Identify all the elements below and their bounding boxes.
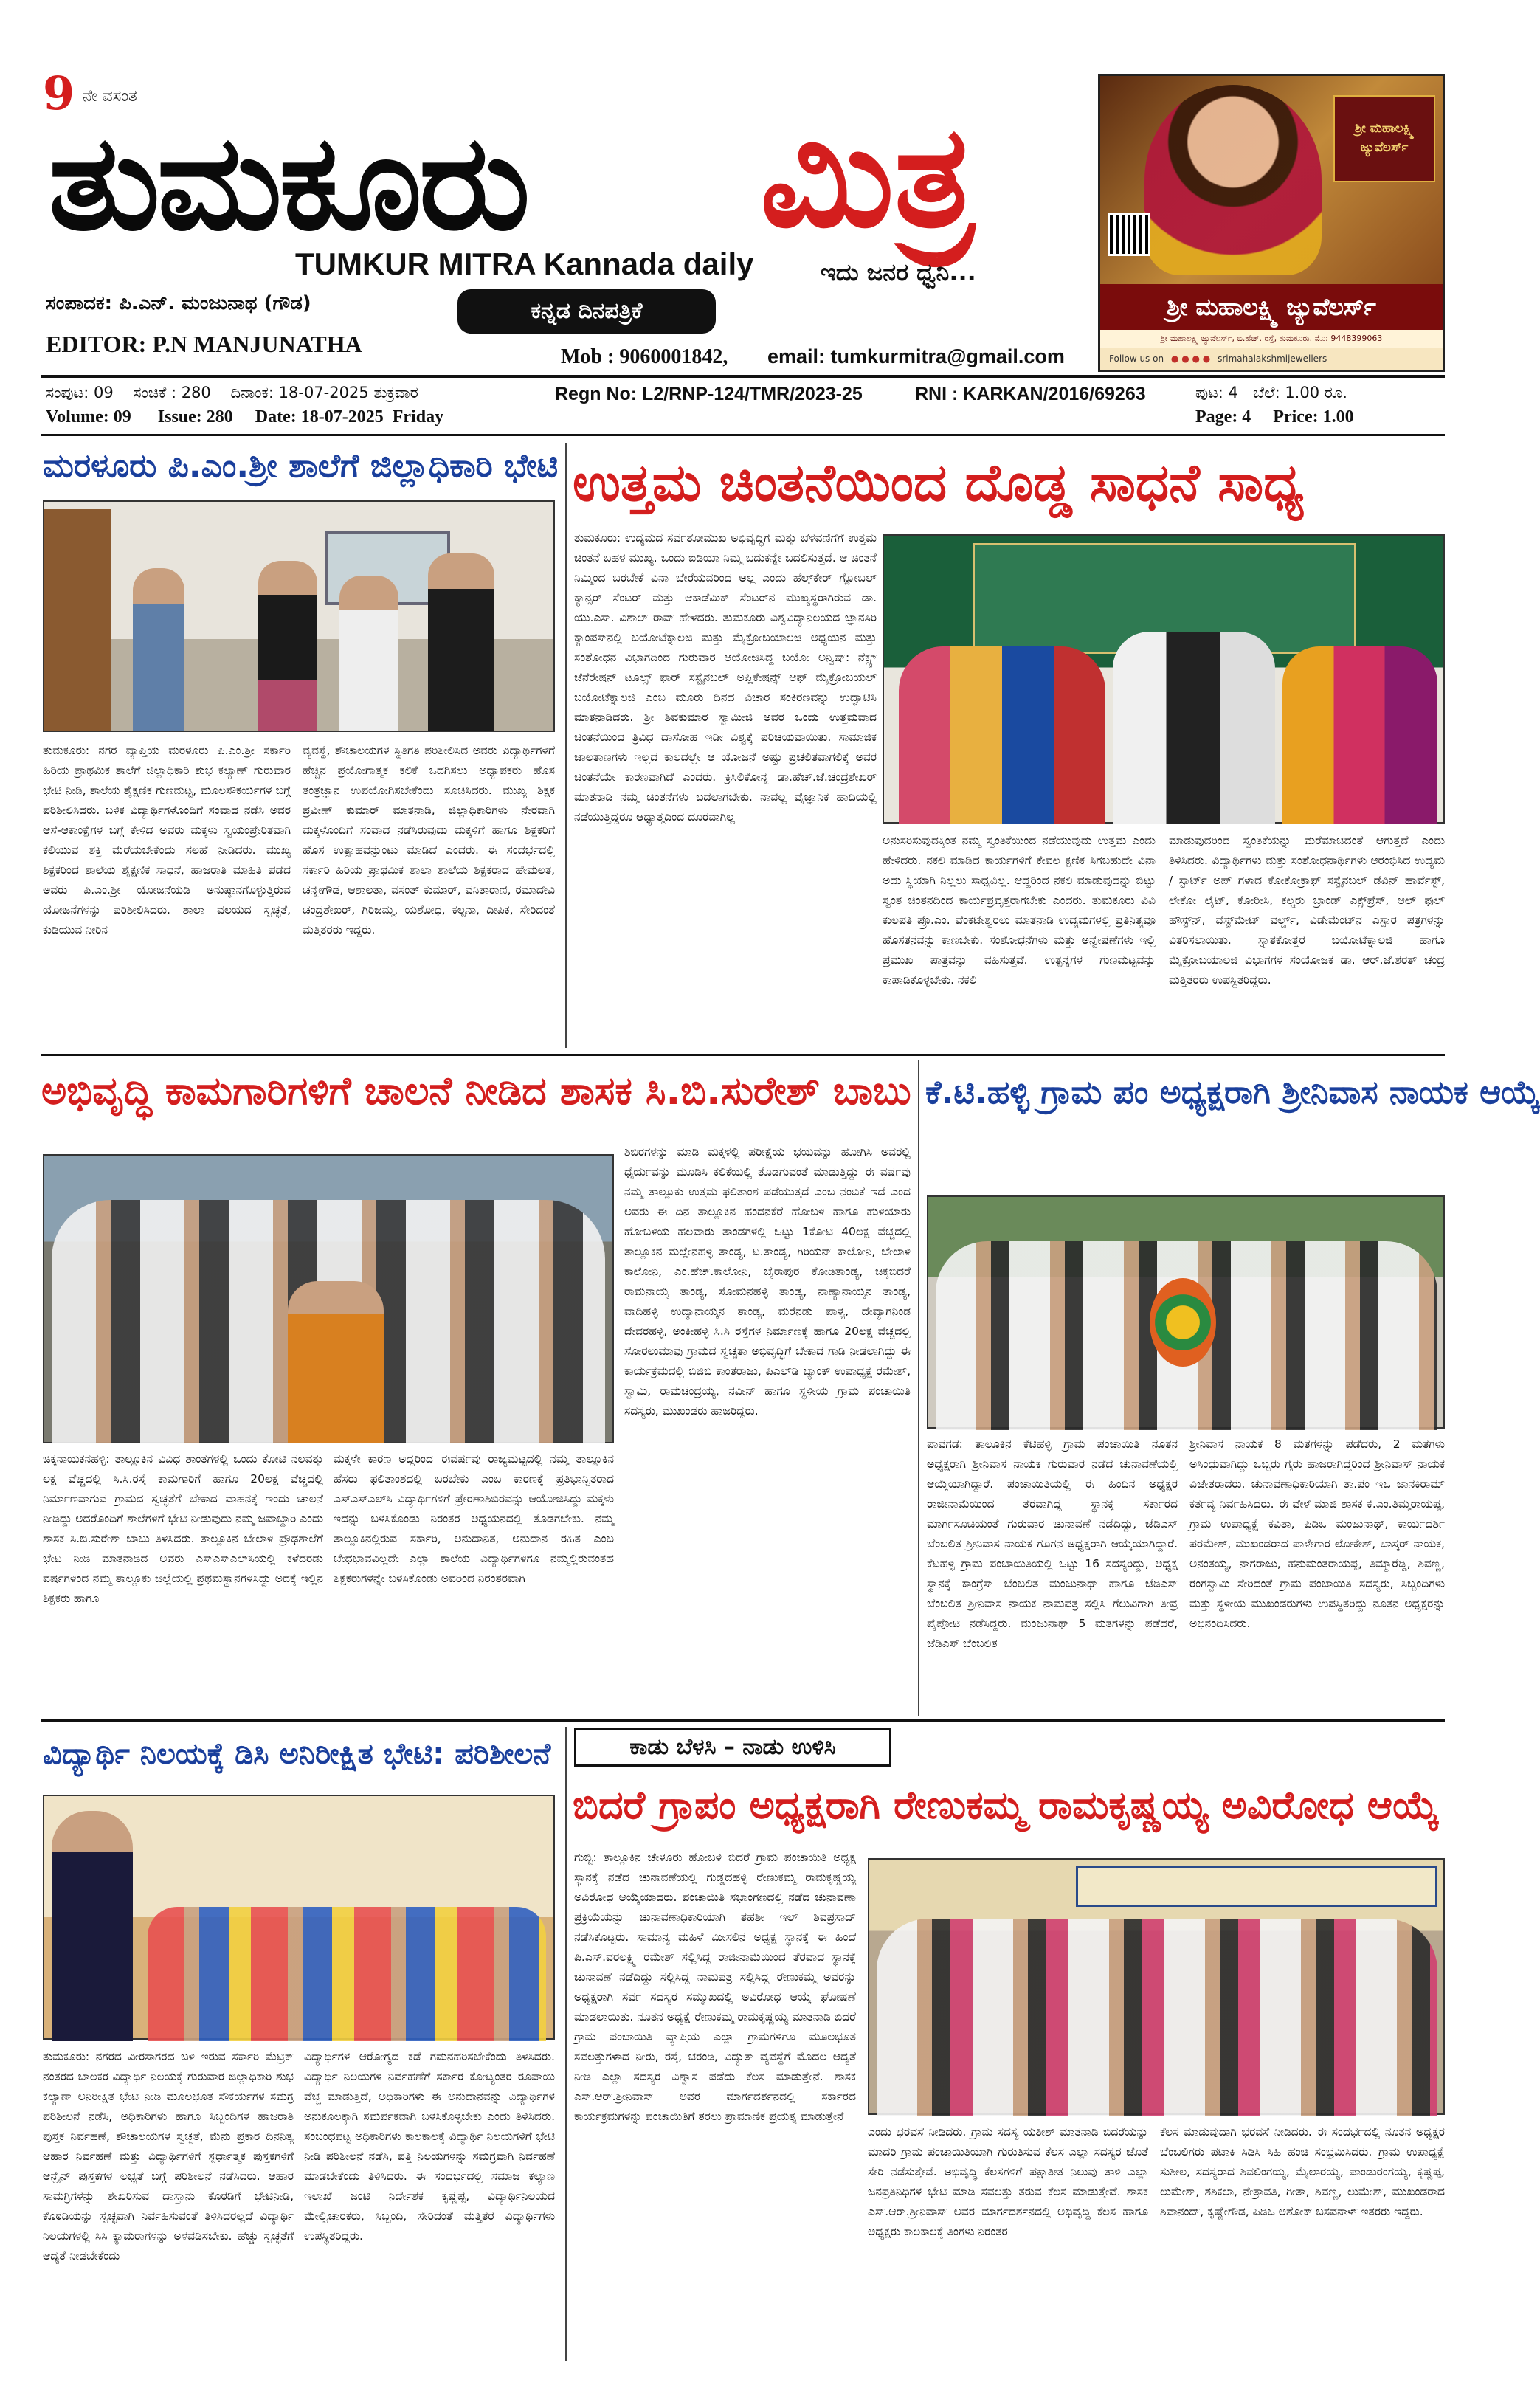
editor-kannada: ಸಂಪಾದಕ: ಪಿ.ಎನ್. ಮಂಜುನಾಥ (ಗೌಡ) [46,292,311,314]
advert-handle: srimahalakshmijewellers [1218,353,1327,364]
photo1-person-d [428,553,494,731]
photo6-crowd [877,1919,1437,2116]
article3-col2: ಮಕ್ಕಳೇ ಕಾರಣ ಅದ್ದರಿಂದ ಈವರ್ಷವು ರಾಜ್ಯಮಟ್ಟದಲ್ಲಿ ನಮ್ಮ ತಾಲ್ಲೂಕಿನ ಹೆಸರು ಫಲಿತಾಂಶದಲ್ಲಿ ಬರಬೇಕು ಎಂಬ ಕಾರಣಕ್ಕೆ ಪ್ರತಿಭಾನ್ವಿತರಾದ ಎಸ್‌ಎಸ್‌ಎಲ್‌ಸಿ ವಿದ್ಯಾರ್ಥಿಗಳಿಗೆ ಪ್ರೇರಣಾಶಿಬಿರವನ್ನು ಆಯೋಜಿಸಿದ್ದು ಮಕ್ಕಳು ಇದನ್ನು ಬಳಸಿಕೊಂಡು ನಿರಂತರ ಅಧ್ಯಯನದಲ್ಲಿ ತೊಡಗಬೇಕು. ನಮ್ಮ ತಾಲ್ಲೂಕಿನಲ್ಲಿರುವ ಸರ್ಕಾರಿ, ಅನುದಾನಿತ, ಅನುದಾನ ರಹಿತ ಎಂಬ ಬೇಧಭಾವವಿಲ್ಲದೇ ಎಲ್ಲಾ ಶಾಲೆಯ ವಿದ್ಯಾರ್ಥಿಗಳಿಗೂ ನಮ್ಮಲ್ಲಿರುವಂತಹ ಶಿಕ್ಷಕರುಗಳನ್ನೇ ಬಳಸಿಕೊಂಡು ಅವರಿಂದ ನಿರಂತರವಾಗಿ [334,1452,614,1585]
daily-badge: ಕನ್ನಡ ದಿನಪತ್ರಿಕೆ [457,289,716,334]
article6-headline: ಬಿದರೆ ಗ್ರಾಪಂ ಅಧ್ಯಕ್ಷರಾಗಿ ರೇಣುಕಮ್ಮ ರಾಮಕೃಷ್ಣಯ್ಯ ಅವಿರೋಧ ಆಯ್ಕೆ [573,1784,1439,1828]
photo2-group-right [1282,646,1437,824]
article2-headline: ಉತ್ತಮ ಚಿಂತನೆಯಿಂದ ದೊಡ್ಡ ಸಾಧನೆ ಸಾಧ್ಯ [573,452,1304,513]
regn-number: Regn No: L2/RNP-124/TMR/2023-25 [555,384,863,404]
info-kn-right: ಪುಟ: 4 ಬೆಲೆ: 1.00 ರೂ. [1195,384,1347,401]
photo5-children [148,1907,546,2041]
photo2-dignitaries [1113,632,1275,824]
article6-col3: ಕೆಲಸ ಮಾಡುವುದಾಗಿ ಭರವಸೆ ನೀಡಿದರು. ಈ ಸಂದರ್ಭದಲ್ಲಿ ನೂತನ ಅಧ್ಯಕ್ಷರ ಬೆಂಬಲಿಗರು ಪಟಾಕಿ ಸಿಡಿಸಿ ಸಿಹಿ ಹಂಚಿ ಸಂಭ್ರಮಿಸಿದರು. ಗ್ರಾಮ ಉಪಾಧ್ಯಕ್ಷೆ ಸುಶೀಲ, ಸದಸ್ಯರಾದ ಶಿವಲಿಂಗಯ್ಯ, ಮೈಲಾರಯ್ಯ, ಪಾಂಡುರಂಗಯ್ಯ, ಕೃಷ್ಣಪ್ಪ, ಲುಮೇಶ್, ಶಶಿಕಲಾ, ನೇತ್ರಾವತಿ, ಗೀತಾ, ಶಿವಣ್ಣ, ಲುಮೇಶ್, ಮುಖಂಡರಾದ ಶಿವಾನಂದ್, ಕೃಷ್ಣೇಗೌಡ, ಪಿಡಿಒ ಅಶೋಕ್ ಬಸವನಾಳ್ ಇತರರು ಇದ್ದರು. [1160,2125,1445,2218]
photo1-person-a [133,568,184,731]
photo1-door [44,509,111,731]
contact-email: email: tumkurmitra@gmail.com [767,345,1065,367]
divider-col-main [565,443,567,1048]
info-en-left: Volume: 09 Issue: 280 Date: 18-07-2025 Friday [46,407,444,427]
masthead-title-red: ಮಿತ್ರ [760,95,975,258]
divider-row-1 [41,1054,1445,1056]
year-number: 9 [43,66,75,120]
photo4-garland [1150,1278,1216,1367]
article5-headline: ವಿದ್ಯಾರ್ಥಿ ನಿಲಯಕ್ಕೆ ಡಿಸಿ ಅನಿರೀಕ್ಷಿತ ಭೇಟಿ: ಪರಿಶೀಲನೆ [43,1737,551,1771]
article1-col2: ವ್ಯವಸ್ಥೆ, ಶೌಚಾಲಯಗಳ ಸ್ಥಿತಿಗತಿ ಪರಿಶೀಲಿಸಿದ ಅವರು ವಿದ್ಯಾರ್ಥಿಗಳಿಗೆ ಹೆಚ್ಚಿನ ಪ್ರಯೋಗಾತ್ಮಕ ಕಲಿಕೆ ಒದಗಿಸಲು ಅಧ್ಯಾಪಕರು ಹೊಸ ತಂತ್ರಜ್ಞಾನ ಉಪಯೋಗಿಸಬೇಕೆಂದು ಸೂಚಿಸಿದರು. ಮುಖ್ಯ ಶಿಕ್ಷಕ ಪ್ರವೀಣ್ ಕುಮಾರ್ ಮಾತನಾಡಿ, ಜಿಲ್ಲಾಧಿಕಾರಿಗಳು ನೇರವಾಗಿ ಮಕ್ಕಳೊಂದಿಗೆ ಸಂವಾದ ನಡೆಸಿರುವುದು ಮಕ್ಕಳಿಗೆ ಹಾಗೂ ಶಿಕ್ಷಕರಿಗೆ ಹೊಸ ಉತ್ಸಾಹವನ್ನುಂಟು ಮಾಡಿದೆ ಎಂದರು. ಈ ಸಂದರ್ಭದಲ್ಲಿ ಸರ್ಕಾರಿ ಹಿರಿಯ ಪ್ರಾಥಮಿಕ ಶಾಲಾ ಶಾಲೆಯ ಶಿಕ್ಷಕರಾದ ಹೇಮಲತ, ಚನ್ನೇಗೌಡ, ಆಶಾಲತಾ, ವಸಂತ್ ಕುಮಾರ್, ವನಿತಾರಾಣಿ, ರಮಾದೇವಿ ಚಂದ್ರಶೇಖರ್, ಗಿರಿಜಮ್ಮ, ಯಶೋಧ, ಕಲ್ಪನಾ, ದೀಪಿಕ, ಸೇರಿದಂತೆ ಮತ್ತಿತರರು ಇದ್ದರು. [303,744,555,936]
article2-intro: ತುಮಕೂರು: ಉದ್ಯಮದ ಸರ್ವತೋಮುಖ ಅಭಿವೃದ್ಧಿಗೆ ಮತ್ತು ಬೆಳವಣಿಗೆಗೆ ಉತ್ತಮ ಚಿಂತನೆ ಬಹಳ ಮುಖ್ಯ. ಒಂದು ಐಡಿಯಾ ನಿಮ್ಮ ಬದುಕನ್ನೇ ಬದಲಿಸುತ್ತದೆ. ಆ ಚಿಂತನೆ ನಿಮ್ಮಿಂದ ಬರಬೇಕೆ ವಿನಾ ಬೇರೆಯವರಿಂದ ಅಲ್ಲ ಎಂದು ಹೆಲ್ತ್‌ಕೇರ್ ಗ್ಲೋಬಲ್ ಕ್ಯಾನ್ಸರ್ ಸೆಂಟರ್ ಮತ್ತು ಆಕಾಡೆಮಿಕ್ ಸೆಂಟರ್‌ನ ಮುಖ್ಯಸ್ಥರಾಗಿರುವ ಡಾ. ಯು.ಎಸ್. ವಿಶಾಲ್ ರಾವ್ ಹೇಳಿದರು. ತುಮಕೂರು ವಿಶ್ವವಿದ್ಯಾನಿಲಯದ ಜ್ಞಾನಸಿರಿ ಕ್ಯಾಂಪಸ್‌ನಲ್ಲಿ ಬಯೋಟೆಕ್ನಾಲಜಿ ಮತ್ತು ಮೈಕ್ರೋಬಯಾಲಜಿ ಅಧ್ಯಯನ ಮತ್ತು ಸಂಶೋಧನ ವಿಭಾಗದಿಂದ ಗುರುವಾರ ಆಯೋಜಿಸಿದ್ದ ಬಯೋ ಅನ್ವಿಷ್: ನೆಕ್ಸ್ಟ್ ಜೆನೆರೇಷನ್ ಟೂಲ್ಸ್ ಫಾರ್ ಸಸ್ಟೈನಬಲ್ ಅಪ್ಲಿಕೇಷನ್ಸ್ ಆಫ್ ಮೈಕ್ರೋಬಯಲ್ ಬಯೋಟೆಕ್ನಾಲಜಿ ಎಂಬ ಮೂರು ದಿನದ ವಿಚಾರ ಸಂಕಿರಣವನ್ನು ಉದ್ಘಾಟಿಸಿ ಮಾತನಾಡಿದರು. ಶ್ರೀ ಶಿವಕುಮಾರ ಸ್ವಾಮೀಜಿ ಅವರ ಒಂದು ಉತ್ತಮವಾದ ಚಿಂತನೆಯಿಂದ ತ್ರಿವಿಧ ದಾಸೋಹ ಇಡೀ ವಿಶ್ವಕ್ಕೆ ಪರಿಚಯವಾಯಿತು. ಸಾಮಾಜಿಕ ಜಾಲತಾಣಗಳು ಇಲ್ಲದ ಕಾಲದಲ್ಲೇ ಆ ಯೋಜನೆ ಅಷ್ಟು ಪ್ರಚಲಿತವಾಗಲಿಕ್ಕೆ ಅವರ ಚಿಂತನೆಯೇ ಕಾರಣವಾಗಿದೆ ಎಂದರು. ಕ್ರಿಸಿಲಿಕೋನ್ನ ಡಾ.ಹೆಚ್.ಜೆ.ಚಂದ್ರಶೇಖರ್ ಮಾತನಾಡಿ ನಮ್ಮ ಚಿಂತನೆಗಳು ಬದಲಾಗಬೇಕು. ನಾವೆಲ್ಲ ವೈಜ್ಞಾನಿಕ ಹಾದಿಯಲ್ಲಿ ನಡೆಯುತ್ತಿದ್ದರೂ ಆಧ್ಯಾತ್ಮದಿಂದ ದೂರವಾಗಿಲ್ಲ [574,531,877,824]
photo5-woman [52,1811,133,2041]
photo1-person-b [258,561,317,731]
article6-photo [868,1858,1445,2115]
article4-col1: ಪಾವಗಡ: ತಾಲೂಕಿನ ಕೆಟಿಹಳ್ಳಿ ಗ್ರಾಮ ಪಂಚಾಯಿತಿ ನೂತನ ಅಧ್ಯಕ್ಷರಾಗಿ ಶ್ರೀನಿವಾಸ ನಾಯಕ ಗುರುವಾರ ನಡೆದ ಚುನಾವಣೆಯಲ್ಲಿ ಆಯ್ಕೆಯಾಗಿದ್ದಾರೆ. ಪಂಚಾಯಿತಿಯಲ್ಲಿ ಈ ಹಿಂದಿನ ಅಧ್ಯಕ್ಷರ ರಾಜೀನಾಮೆಯಿಂದ ತೆರವಾಗಿದ್ದ ಸ್ಥಾನಕ್ಕೆ ಸರ್ಕಾರದ ಮಾರ್ಗಸೂಚಿಯಂತೆ ಗುರುವಾರ ಚುನಾವಣೆ ನಡೆದಿದ್ದು, ಜೆಡಿಎಸ್ ಬೆಂಬಲಿತ ಶ್ರೀನಿವಾಸ ನಾಯಕ ಗೂಗನ ಅಧ್ಯಕ್ಷರಾಗಿ ಆಯ್ಕೆಯಾಗಿದ್ದಾರೆ. ಕೆಟಿಹಳ್ಳಿ ಗ್ರಾಮ ಪಂಚಾಯಿತಿಯಲ್ಲಿ ಒಟ್ಟು 16 ಸದಸ್ಯರಿದ್ದು, ಅಧ್ಯಕ್ಷ ಸ್ಥಾನಕ್ಕೆ ಕಾಂಗ್ರೆಸ್ ಬೆಂಬಲಿತ ಮಂಜುನಾಥ್ ಹಾಗೂ ಜೆಡಿಎಸ್ ಬೆಂಬಲಿತ ಶ್ರೀನಿವಾಸ ನಾಯಕ ನಾಮಪತ್ರ ಸಲ್ಲಿಸಿ ಗೆಲುವಿಗಾಗಿ ತೀವ್ರ ಪೈಪೋಟಿ ನಡೆಸಿದ್ದರು. ಮಂಜುನಾಥ್ 5 ಮತಗಳನ್ನು ಪಡೆದರೆ, ಜೆಡಿಎಸ್ ಬೆಂಬಲಿತ [927,1438,1178,1650]
article1-headline: ಮರಳೂರು ಪಿ.ಎಂ.ಶ್ರೀ ಶಾಲೆಗೆ ಜಿಲ್ಲಾಧಿಕಾರಿ ಭೇಟಿ [43,447,559,485]
article6-col2: ಎಂದು ಭರವಸೆ ನೀಡಿದರು. ಗ್ರಾಮ ಸದಸ್ಯ ಯತೀಶ್ ಮಾತನಾಡಿ ಬಿದರೆಯನ್ನು ಮಾದರಿ ಗ್ರಾಮ ಪಂಚಾಯಿತಿಯಾಗಿ ಗುರುತಿಸುವ ಕೆಲಸ ಎಲ್ಲಾ ಸದಸ್ಯರ ಜೊತೆ ಸೇರಿ ನಡೆಸುತ್ತೇವೆ. ಅಭಿವೃದ್ಧಿ ಕೆಲಸಗಳಿಗೆ ಪಕ್ಷಾತೀತ ನಿಲುವು ತಾಳಿ ಎಲ್ಲಾ ಜನಪ್ರತಿನಿಧಿಗಳ ಭೇಟಿ ಮಾಡಿ ಸವಲತ್ತು ತರುವ ಕೆಲಸ ಮಾಡುತ್ತೇವೆ. ಶಾಸಕ ಎಸ್.ಆರ್.ಶ್ರೀನಿವಾಸ್ ಅವರ ಮಾರ್ಗದರ್ಶನದಲ್ಲಿ ಅಭಿವೃದ್ಧಿ ಕೆಲಸ ಹಾಗೂ ಅಧ್ಯಕ್ಷರು ಕಾಲಕಾಲಕ್ಕೆ ತಿಂಗಳು ನಿರಂತರ [868,2125,1148,2238]
article1-col1: ತುಮಕೂರು: ನಗರ ವ್ಯಾಪ್ತಿಯ ಮರಳೂರು ಪಿ.ಎಂ.ಶ್ರೀ ಸರ್ಕಾರಿ ಹಿರಿಯ ಪ್ರಾಥಮಿಕ ಶಾಲೆಗೆ ಜಿಲ್ಲಾಧಿಕಾರಿ ಶುಭ ಕಲ್ಯಾಣ್ ಗುರುವಾರ ಭೇಟಿ ನೀಡಿ, ಶಾಲೆಯ ಶೈಕ್ಷಣಿಕ ಗುಣಮಟ್ಟ, ಮೂಲಸೌಕರ್ಯಗಳ ಬಗ್ಗೆ ಪರಿಶೀಲಿಸಿದರು. ಬಳಿಕ ವಿದ್ಯಾರ್ಥಿಗಳೊಂದಿಗೆ ಸಂವಾದ ನಡೆಸಿ ಅವರ ಆಸೆ-ಆಕಾಂಕ್ಷೆಗಳ ಬಗ್ಗೆ ಕೇಳಿದ ಅವರು ಮಕ್ಕಳು ಸ್ವಯಂಪ್ರೇರಿತವಾಗಿ ಕಲಿಯುವ ಶಕ್ತಿ ಮೆರೆಯಬೇಕೆಂದು ಸಲಹೆ ನೀಡಿದರು. ಮುಖ್ಯ ಶಿಕ್ಷಕರಿಂದ ಶಾಲೆಯ ಶೈಕ್ಷಣಿಕ ಸಾಧನೆ, ಹಾಜರಾತಿ ಮಾಹಿತಿ ಪಡೆದ ಅವರು ಪಿ.ಎಂ.ಶ್ರೀ ಯೋಜನೆಯಡಿ ಅನುಷ್ಠಾನಗೊಳ್ಳುತ್ತಿರುವ ಯೋಜನೆಗಳನ್ನು ಪರಿಶೀಲಿಸಿದರು. ಶಾಲಾ ವಲಯದ ಸ್ವಚ್ಛತೆ, ಕುಡಿಯುವ ನೀರಿನ [43,744,291,936]
article6-intro: ಗುಬ್ಬಿ: ತಾಲ್ಲೂಕಿನ ಚೇಳೂರು ಹೋಬಳಿ ಬಿದರೆ ಗ್ರಾಮ ಪಂಚಾಯಿತಿ ಅಧ್ಯಕ್ಷ ಸ್ಥಾನಕ್ಕೆ ನಡೆದ ಚುನಾವಣೆಯಲ್ಲಿ ಗುಡ್ಡದಹಳ್ಳಿ ರೇಣುಕಮ್ಮ ರಾಮಕೃಷ್ಣಯ್ಯ ಅವಿರೋಧ ಆಯ್ಕೆಯಾದರು. ಪಂಚಾಯಿತಿ ಸಭಾಂಗಣದಲ್ಲಿ ನಡೆದ ಚುನಾವಣಾ ಪ್ರಕ್ರಿಯೆಯನ್ನು ಚುನಾವಣಾಧಿಕಾರಿಯಾಗಿ ತಹಶೀ ಇಲ್ ಶಿವಪ್ರಸಾದ್ ನಡೆಸಿಕೊಟ್ಟರು. ಸಾಮಾನ್ಯ ಮಹಿಳೆ ಮೀಸಲಿನ ಅಧ್ಯಕ್ಷ ಸ್ಥಾನಕ್ಕೆ ಈ ಹಿಂದೆ ಪಿ.ಎಸ್.ವರಲಕ್ಷ್ಮಿ ರಮೇಶ್ ಸಲ್ಲಿಸಿದ್ದ ರಾಜೀನಾಮೆಯಿಂದ ತೆರವಾದ ಸ್ಥಾನಕ್ಕೆ ಚುನಾವಣೆ ನಡೆದಿದ್ದು ಸಲ್ಲಿಸಿದ್ದ ನಾಮಪತ್ರ ಸಲ್ಲಿಸಿದ್ದ ರೇಣುಕಮ್ಮ ಅವರನ್ನು ಅಧ್ಯಕ್ಷರಾಗಿ ಸರ್ವ ಸದಸ್ಯರ ಸಮ್ಮುಖದಲ್ಲಿ ಅವಿರೋಧ ಆಯ್ಕೆ ಘೋಷಣೆ ಮಾಡಲಾಯಿತು. ನೂತನ ಅಧ್ಯಕ್ಷೆ ರೇಣುಕಮ್ಮ ರಾಮಕೃಷ್ಣಯ್ಯ ಮಾತನಾಡಿ ಬಿದರೆ ಗ್ರಾಮ ಪಂಚಾಯಿತಿ ವ್ಯಾಪ್ತಿಯ ಎಲ್ಲಾ ಗ್ರಾಮಗಳಿಗೂ ಮೂಲಭೂತ ಸವಲತ್ತುಗಳಾದ ನೀರು, ರಸ್ತೆ, ಚರಂಡಿ, ವಿದ್ಯುತ್ ವ್ಯವಸ್ಥೆಗೆ ಮೊದಲ ಆದ್ಯತೆ ನೀಡಿ ಎಲ್ಲಾ ಸದಸ್ಯರ ವಿಶ್ವಾಸ ಪಡೆದು ಕೆಲಸ ಮಾಡುತ್ತೇನೆ. ಶಾಸಕ ಎಸ್.ಆರ್.ಶ್ರೀನಿವಾಸ್ ಅವರ ಮಾರ್ಗದರ್ಶನದಲ್ಲಿ ಸರ್ಕಾರದ ಕಾರ್ಯಕ್ರಮಗಳನ್ನು ಪಂಚಾಯಿತಿಗೆ ತರಲು ಪ್ರಾಮಾಣಿಕ ಪ್ರಯತ್ನ ಮಾಡುತ್ತೇನೆ [574,1851,856,2123]
slogan-box: ಕಾಡು ಬೆಳಸಿ – ನಾಡು ಉಳಿಸಿ [574,1728,891,1767]
article2-col3: ಮಾಡುವುದರಿಂದ ಸ್ವಂತಿಕೆಯನ್ನು ಮರೆಮಾಚಿದಂತೆ ಆಗುತ್ತದೆ ಎಂದು ತಿಳಿಸಿದರು. ವಿದ್ಯಾರ್ಥಿಗಳು ಮತ್ತು ಸಂಶೋಧನಾರ್ಥಿಗಳು ಆರಂಭಿಸಿದ ಉದ್ಯಮ / ಸ್ಟಾರ್ಟ್ ಅಪ್ ಗಳಾದ ಕೋಕೋಕ್ರಾಫ್ ಸಸ್ಟೈನಬಲ್ ಡೆವಿನ್ ಹಾರ್ವೆಸ್ಟ್, ಲೇಕೋ ಲೈಟ್, ಕೋರೀಸಿ, ಕಲ್ಚರು ಬ್ರಾಂಡ್ ಎಕ್ಸ್‌ಪ್ರೆಸ್, ಆಲ್ ಫುಲ್ ಹೌಸ್ಟ್‌ನ್, ವೆಸ್ಟ್‌ಮೇಟ್ ವರ್ಲ್ಡ್, ವಿಡೇಮೆಂಟ್‌ನ ಎಸ್ಪಾರ ಪತ್ರಗಳನ್ನು ವಿತರಿಸಲಾಯಿತು. ಸ್ನಾತಕೋತ್ತರ ಬಯೋಟೆಕ್ನಾಲಜಿ ಹಾಗೂ ಮೈಕ್ರೋಬಯಾಲಜಿ ವಿಭಾಗಗಳ ಸಂಯೋಜಕ ಡಾ. ಆರ್.ಜೆ.ಶರತ್ ಚಂದ್ರ ಮತ್ತಿತರರು ಉಪಸ್ಥಿತರಿದ್ದರು. [1169,834,1445,987]
tagline: ಇದು ಜನರ ಧ್ವನಿ... [821,258,976,286]
masthead-title-black: ತುಮಕೂರು [49,106,528,259]
article5-photo [43,1795,555,2040]
advert-address: ಶ್ರೀ ಮಹಾಲಕ್ಷ್ಮಿ ಜ್ಯುವೆಲರ್ಸ್, ಬಿ.ಹೆಚ್. ರಸ್ತೆ, ತುಮಕೂರು. ಮೊ: 9448399063 [1100,330,1443,348]
article5-col1: ತುಮಕೂರು: ನಗರದ ವೀರಸಾಗರದ ಬಳಿ ಇರುವ ಸರ್ಕಾರಿ ಮೆಟ್ರಿಕ್ ನಂತರದ ಬಾಲಕರ ವಿದ್ಯಾರ್ಥಿ ನಿಲಯಕ್ಕೆ ಗುರುವಾರ ಜಿಲ್ಲಾಧಿಕಾರಿ ಶುಭ ಕಲ್ಯಾಣ್ ಅನಿರೀಕ್ಷಿತ ಭೇಟಿ ನೀಡಿ ಮೂಲಭೂತ ಸೌಕರ್ಯಗಳ ಸಮಗ್ರ ಪರಿಶೀಲನೆ ನಡೆಸಿ, ಅಧಿಕಾರಿಗಳು ಹಾಗೂ ಸಿಬ್ಬಂದಿಗಳ ಹಾಜರಾತಿ ಪುಸ್ತಕ ನಿರ್ವಹಣೆ, ಶೌಚಾಲಯಗಳ ಸ್ವಚ್ಛತೆ, ಮೆನು ಪ್ರಕಾರ ದಿನನಿತ್ಯ ಆಹಾರ ನಿರ್ವಹಣೆ ಮತ್ತು ವಿದ್ಯಾರ್ಥಿಗಳಿಗೆ ಸ್ಪರ್ಧಾತ್ಮಕ ಪುಸ್ತಕಗಳಿಗೆ ಆನ್ಲೈನ್ ಪುಸ್ತಕಗಳ ಲಭ್ಯತೆ ಬಗ್ಗೆ ಪರಿಶೀಲನೆ ನಡೆಸಿದರು. ಆಹಾರ ಸಾಮಗ್ರಿಗಳನ್ನು ಶೇಖರಿಸುವ ದಾಸ್ತಾನು ಕೊಠಡಿಗೆ ಭೇಟಿನೀಡಿ, ಕೊಠಡಿಯನ್ನು ಸ್ವಚ್ಛವಾಗಿ ನಿರ್ವಹಿಸುವಂತೆ ತಿಳಿಸಿದರಲ್ಲದೆ ವಿದ್ಯಾರ್ಥಿ ನಿಲಯಗಳಲ್ಲಿ ಸಿಸಿ ಕ್ಯಾಮರಾಗಳನ್ನು ಅಳವಡಿಸಬೇಕು. ಹೆಚ್ಚು ಸ್ವಚ್ಛತೆಗೆ ಆದ್ಯತೆ ನೀಡಬೇಕೆಂದು [43,2050,294,2263]
info-bar-top-rule [41,375,1445,378]
photo3-woman-saree [288,1281,384,1443]
jewellery-advert [1098,74,1445,372]
divider-col-row3 [565,1727,567,2361]
advert-logo: ಶ್ರೀ ಮಹಾಲಕ್ಷ್ಮಿ ಜ್ಯುವೆಲರ್ಸ್ [1333,95,1435,182]
article5-col2: ವಿದ್ಯಾರ್ಥಿಗಳ ಆರೋಗ್ಯದ ಕಡೆ ಗಮನಹರಿಸಬೇಕೆಂದು ತಿಳಿಸಿದರು. ವಿದ್ಯಾರ್ಥಿ ನಿಲಯಗಳ ನಿರ್ವಹಣೆಗೆ ಸರ್ಕಾರ ಕೋಟ್ಯಂತರ ರೂಪಾಯಿ ವೆಚ್ಚ ಮಾಡುತ್ತಿದೆ, ಅಧಿಕಾರಿಗಳು ಈ ಅನುದಾನವನ್ನು ವಿದ್ಯಾರ್ಥಿಗಳ ಅನುಕೂಲಕ್ಕಾಗಿ ಸಮರ್ಪಕವಾಗಿ ಬಳಸಿಕೊಳ್ಳಬೇಕು ಎಂದು ತಿಳಿಸಿದರು. ಸಂಬಂಧಪಟ್ಟ ಅಧಿಕಾರಿಗಳು ಕಾಲಕಾಲಕ್ಕೆ ವಿದ್ಯಾರ್ಥಿ ನಿಲಯಗಳಿಗೆ ಭೇಟಿ ನೀಡಿ ಪರಿಶೀಲನೆ ನಡೆಸಿ, ಪತ್ತಿ ನಿಲಯಗಳನ್ನು ಸಮಗ್ರವಾಗಿ ನಿರ್ವಹಣೆ ಮಾಡಬೇಕೆಂದು ತಿಳಿಸಿದರು. ಈ ಸಂದರ್ಭದಲ್ಲಿ ಸಮಾಜ ಕಲ್ಯಾಣ ಇಲಾಖೆ ಜಂಟಿ ನಿರ್ದೇಶಕ ಕೃಷ್ಣಪ್ಪ, ವಿದ್ಯಾರ್ಥಿನಿಲಯದ ಮೇಲ್ವಿಚಾರಕರು, ಸಿಬ್ಬಂದಿ, ಸೇರಿದಂತೆ ಮತ್ತಿತರ ವಿದ್ಯಾರ್ಥಿಗಳು ಉಪಸ್ಥಿತರಿದ್ದರು. [304,2050,555,2243]
article1-photo [43,500,555,732]
year-suffix: ನೇ ವಸಂತ [83,87,137,106]
article2-col2: ಅನುಸರಿಸುವುದಕ್ಕಿಂತ ನಮ್ಮ ಸ್ವಂತಿಕೆಯಿಂದ ನಡೆಯುವುದು ಉತ್ತಮ ಎಂದು ಹೇಳಿದರು. ನಕಲಿ ಮಾಡಿದ ಕಾರ್ಯಗಳಿಗೆ ಕೇವಲ ಕ್ಷಣಿಕ ಸಿಗಬಹುದೇ ವಿನಾ ಅದು ಸ್ಥಿಯಾಗಿ ನಿಲ್ಲಲು ಸಾಧ್ಯವಿಲ್ಲ. ಆದ್ದರಿಂದ ನಕಲಿ ಮಾಡುವುದನ್ನು ಬಿಟ್ಟು ಸ್ವಂತ ಚಿಂತನದಿಂದ ಕಾರ್ಯಪ್ರವೃತ್ತರಾಗಬೇಕು ಎಂದರು. ತುಮಕೂರು ವಿವಿ ಕುಲಪತಿ ಪ್ರೊ.ಎಂ. ವೆಂಕಟೇಶ್ವರಲು ಮಾತನಾಡಿ ಉದ್ಯಮಗಳಲ್ಲಿ ಪ್ರತಿನಿತ್ಯವೂ ಹೊಸತನವನ್ನು ಕಾಣಬೇಕು. ಸಂಶೋಧನೆಗಳು ಮತ್ತು ಅನ್ವೇಷಣೆಗಳು ಇಲ್ಲಿ ಪ್ರಮುಖ ಪಾತ್ರವನ್ನು ವಹಿಸುತ್ತವೆ. ಉತ್ಪನ್ನಗಳ ಗುಣಮಟ್ಟವನ್ನು ಕಾಪಾಡಿಕೊಳ್ಳಬೇಕು. ನಕಲಿ [883,834,1156,987]
article4-photo [927,1195,1445,1429]
advert-name: ಶ್ರೀ ಮಹಾಲಕ್ಷ್ಮಿ ಜ್ಯುವೆಲರ್ಸ್ [1100,284,1443,330]
article4-col2: ಶ್ರೀನಿವಾಸ ನಾಯಕ 8 ಮತಗಳನ್ನು ಪಡೆದರು, 2 ಮತಗಳು ಅಸಿಂಧುವಾಗಿದ್ದು ಒಬ್ಬರು ಗೈರು ಹಾಜರಾಗಿದ್ದರಿಂದ ಶ್ರೀನಿವಾಸ್ ನಾಯಕ ವಿಜೇತರಾದರು. ಚುನಾವಣಾಧಿಕಾರಿಯಾಗಿ ತಾ.ಪಂ ಇಒ ಜಾನಕಿರಾಮ್ ಕರ್ತವ್ಯ ನಿರ್ವಹಿಸಿದರು. ಈ ವೇಳೆ ಮಾಜಿ ಶಾಸಕ ಕೆ.ಎಂ.ತಿಮ್ಮರಾಯಪ್ಪ, ಗ್ರಾಮ ಉಪಾಧ್ಯಕ್ಷೆ ಕವಿತಾ, ಪಿಡಿಒ ಮಂಜುನಾಥ್, ಕಾರ್ಯದರ್ಶಿ ಪರಮೇಶ್, ಮುಖಂಡರಾದ ಪಾಳೇಗಾರ ಲೋಕೇಶ್, ಬಾಸ್ಕರ್ ನಾಯಕ, ಅನಂತಯ್ಯ, ನಾಗರಾಜು, ಹನುಮಂತರಾಯಪ್ಪ, ತಿಮ್ಮಾರೆಡ್ಡಿ, ಶಿವಣ್ಣ, ರಂಗಸ್ವಾಮಿ ಸೇರಿದಂತೆ ಗ್ರಾಮ ಪಂಚಾಯಿತಿ ಸದಸ್ಯರು, ಸಿಬ್ಬಂದಿಗಳು ಮತ್ತು ಸ್ಥಳೀಯ ಮುಖಂಡರುಗಳು ಉಪಸ್ಥಿತರಿದ್ದು ನೂತನ ಅಧ್ಯಕ್ಷರನ್ನು ಅಭಿನಂದಿಸಿದರು. [1189,1438,1445,1630]
photo6-office-sign [1076,1866,1437,1907]
divider-row-2 [41,1719,1445,1722]
social-icons: ● ● ● ● [1170,353,1211,364]
contact-mobile: Mob : 9060001842, [561,345,728,368]
article4-headline: ಕೆ.ಟಿ.ಹಳ್ಳಿ ಗ್ರಾಮ ಪಂ ಅಧ್ಯಕ್ಷರಾಗಿ ಶ್ರೀನಿವಾಸ ನಾಯಕ ಆಯ್ಕೆ [925,1074,1540,1111]
info-en-right: Page: 4 Price: 1.00 [1195,407,1354,427]
advert-follow-text: Follow us on [1109,353,1164,364]
rni-number: RNI : KARKAN/2016/69263 [915,384,1146,404]
info-bar-bottom-rule [41,434,1445,436]
photo2-group-left [899,646,1105,824]
article3-photo [43,1154,614,1443]
advert-qr [1108,213,1150,256]
article2-photo [883,534,1445,824]
english-name: TUMKUR MITRA Kannada daily [295,246,754,281]
info-kn-left: ಸಂಪುಟ: 09 ಸಂಚಿಕೆ : 280 ದಿನಾಂಕ: 18-07-2025 ಶುಕ್ರವಾರ [46,384,418,401]
article3-col3: ಶಿಬಿರಗಳನ್ನು ಮಾಡಿ ಮಕ್ಕಳಲ್ಲಿ ಪರೀಕ್ಷೆಯ ಭಯವನ್ನು ಹೋಗಿಸಿ ಅವರಲ್ಲಿ ಧೈರ್ಯವನ್ನು ಮೂಡಿಸಿ ಕಲಿಕೆಯಲ್ಲಿ ತೊಡಗುವಂತೆ ಮಾಡುತ್ತಿದ್ದು ಈ ವರ್ಷವು ನಮ್ಮ ತಾಲ್ಲೂಕು ಉತ್ತಮ ಫಲಿತಾಂಶ ಪಡೆಯುತ್ತದೆ ಎಂಬ ನಂಬಿಕೆ ಇದೆ ಎಂದ ಅವರು ಈ ದಿನ ತಾಲ್ಲೂಕಿನ ಹಂದನಕೆರೆ ಹೋಬಳಿ ಹಾಗೂ ಹುಳಿಯಾರು ಹೋಬಳಿಯ ಹಲವಾರು ತಾಂಡಗಳಲ್ಲಿ ಒಟ್ಟು 1ಕೋಟಿ 40ಲಕ್ಷ ವೆಚ್ಚದಲ್ಲಿ ತಾಲ್ಲೂಕಿನ ಮಲ್ಲೇನಹಳ್ಳಿ ತಾಂಡ್ಯ, ಟಿ.ತಾಂಡ್ಯ, ಗಿರಿಯನ್ ಕಾಲೋನಿ, ಬೇಲಾಳಿ ಕಾಲೋನಿ, ಎಂ.ಹೆಚ್.ಕಾಲೋನಿ, ಬೈರಾಪುರ ಕೋಡಿತಾಂಡ್ಯ, ಚಿಕ್ಕಬಿದರೆ ರಾಮನಾಯ್ಕ ತಾಂಡ್ಯ, ಸೋಮನಹಳ್ಳಿ ತಾಂಡ್ಯ, ನಾಣ್ಯಾನಾಯ್ಕನ ತಾಂಡ್ಯ, ವಾದಿಹಳ್ಳಿ ಉದ್ಯಾನಾಯ್ಕನ ತಾಂಡ್ಯ, ಮರೆನಡು ಪಾಳ್ಯ, ದೇವ್ಯಾಗನಿಂಡ ದೇವರಹಳ್ಳಿ, ಅಂಕೀಹಳ್ಳಿ ಸಿ.ಸಿ ರಸ್ತೆಗಳ ನಿರ್ಮಾಣಕ್ಕೆ ಹಾಗೂ 20ಲಕ್ಷ ವೆಚ್ಚದಲ್ಲಿ ಸೋರಲುಮಾವು ಗ್ರಾಮದ ಸ್ವಚ್ಛತಾ ಅಭಿವೃದ್ಧಿಗೆ ಬೇಕಾದ ಗಾಡಿ ನೀಡಲಾಗಿದ್ದು ಈ ಕಾರ್ಯಕ್ರಮದಲ್ಲಿ ಬಿಜಿಬಿ ಕಾಂತರಾಜು, ಪಿಎಲ್‌ಡಿ ಬ್ಯಾಂಕ್ ಉಪಾಧ್ಯಕ್ಷ ರಮೇಶ್, ಸ್ವಾಮಿ, ರಾಮಚಂದ್ರಯ್ಯ, ನವೀನ್ ಹಾಗೂ ಸ್ಥಳೀಯ ಗ್ರಾಮ ಪಂಚಾಯಿತಿ ಸದಸ್ಯರು, ಮುಖಂಡರು ಹಾಜರಿದ್ದರು. [624,1145,911,1418]
advert-social [1100,348,1443,370]
divider-col-row2 [918,1060,919,1716]
advert-model-figure [1144,85,1322,275]
article3-headline: ಅಭಿವೃದ್ಧಿ ಕಾಮಗಾರಿಗಳಿಗೆ ಚಾಲನೆ ನೀಡಿದ ಶಾಸಕ ಸಿ.ಬಿ.ಸುರೇಶ್ ಬಾಬು [41,1069,911,1114]
photo1-person-c [339,576,398,731]
editor-english: EDITOR: P.N MANJUNATHA [46,331,362,357]
article3-col1: ಚಿಕ್ಕನಾಯಕನಹಳ್ಳಿ: ತಾಲ್ಲೂಕಿನ ವಿವಿಧ ಶಾಂತಗಳಲ್ಲಿ ಒಂದು ಕೋಟಿ ನಲವತ್ತು ಲಕ್ಷ ವೆಚ್ಚದಲ್ಲಿ ಸಿ.ಸಿ.ರಸ್ತೆ ಕಾಮಗಾರಿಗೆ ಹಾಗೂ 20ಲಕ್ಷ ವೆಚ್ಚದಲ್ಲಿ ನಿರ್ಮಾಣವಾಗುವ ಗ್ರಾಮದ ಸ್ವಚ್ಛತೆಗೆ ಬೇಕಾದ ವಾಹನಕ್ಕೆ ಇಂದು ಚಾಲನೆ ನೀಡಿದ್ದು ಅದರೊಂದಿಗೆ ಶಾಲೆಗಳಿಗೆ ಭೇಟಿ ನೀಡುವುದು ನಮ್ಮ ಜವಾಬ್ದಾರಿ ಎಂದು ಶಾಸಕ ಸಿ.ಬಿ.ಸುರೇಶ್ ಬಾಬು ತಿಳಿಸಿದರು. ತಾಲ್ಲೂಕಿನ ಬೇಲಾಳಿ ಪ್ರೌಢಶಾಲೆಗೆ ಭೇಟಿ ನೀಡಿ ಮಾತನಾಡಿದ ಅವರು ಎಸ್‌ಎಸ್‌ಎಲ್‌ಸಿಯಲ್ಲಿ ಕಳೆದರಡು ವರ್ಷಗಳಿಂದ ನಮ್ಮ ತಾಲ್ಲೂಕು ಜಿಲ್ಲೆಯಲ್ಲಿ ಪ್ರಥಮಸ್ಥಾನಗಳಿಸಿದ್ದು ಅದಕ್ಕೆ ಇಲ್ಲಿನ ಶಿಕ್ಷಕರು ಹಾಗೂ [43,1452,323,1605]
